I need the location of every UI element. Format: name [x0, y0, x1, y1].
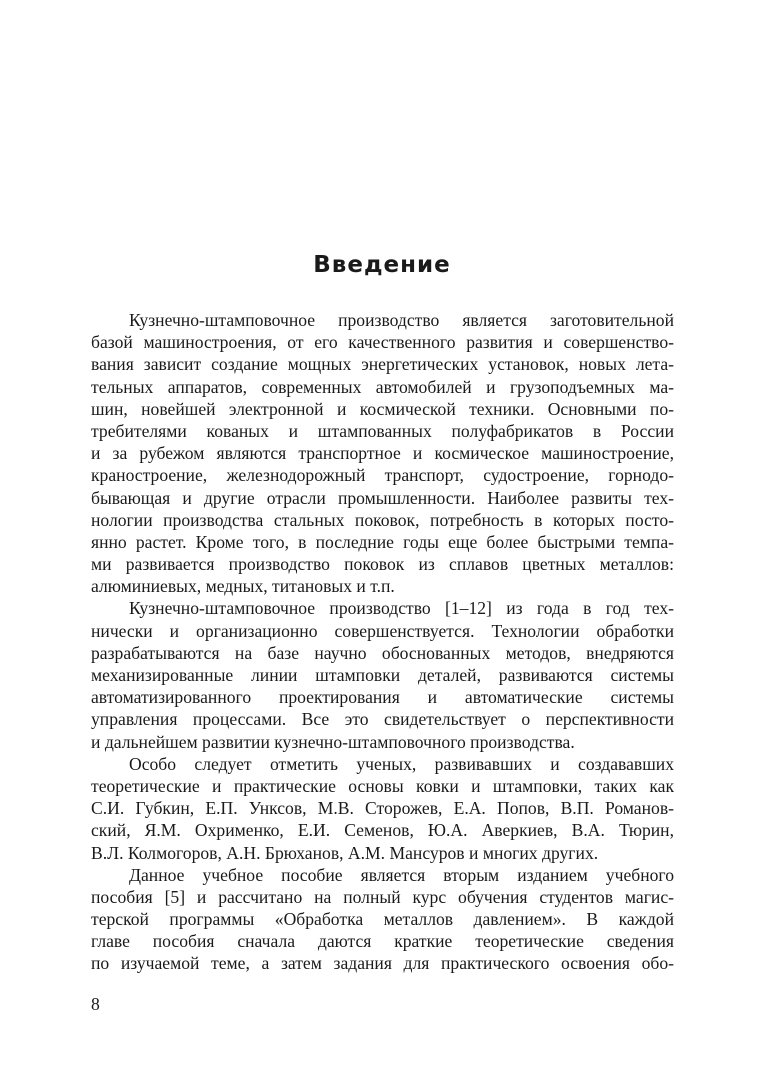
text-line: бывающая и другие отрасли промышленности. Наиболее развиты тех-	[91, 487, 674, 508]
paragraph	[91, 753, 674, 864]
text-line: нически и организационно совершенствуется. Технологии обработки	[91, 620, 674, 641]
text-line: В.Л. Колмогоров, А.Н. Брюханов, А.М. Мансуров и многих других.	[91, 842, 599, 863]
text-line: механизированные линии штамповки деталей, развиваются системы	[91, 665, 674, 685]
text-line: алюминиевых, медных, титановых и т.п.	[91, 576, 395, 597]
text-line: автоматизированного проектирования и автоматические системы	[91, 687, 674, 708]
body-text	[91, 309, 674, 975]
text-line: и за рубежом являются транспортное и космическое машиностроение,	[91, 443, 674, 464]
text-line: нологии производства стальных поковок, потребность в которых посто-	[91, 509, 674, 530]
text-line: Кузнечно-штамповочное производство [1–12] из года в год тех-	[129, 598, 674, 619]
text-line: разрабатываются на базе научно обоснованных методов, внедряются	[91, 642, 674, 663]
text-line: С.И. Губкин, Е.П. Унксов, М.В. Сторожев, Е.А. Попов, В.П. Романов-	[91, 798, 674, 819]
text-line: вания зависит создание мощных энергетических установок, новых лета-	[91, 354, 674, 375]
text-line: ми развивается производство поковок из сплавов цветных металлов:	[91, 554, 674, 575]
paragraph	[91, 864, 674, 975]
text-line: Особо следует отметить ученых, развивавших и создававших	[129, 753, 674, 774]
text-line: Данное учебное пособие является вторым изданием учебного	[129, 864, 674, 885]
text-line: теоретические и практические основы ковки и штамповки, таких как	[91, 775, 674, 796]
text-line: базой машиностроения, от его качественного развития и совершенство-	[91, 332, 674, 353]
text-line: ский, Я.М. Охрименко, Е.И. Семенов, Ю.А. Аверкиев, В.А. Тюрин,	[91, 820, 674, 841]
text-line: главе пособия сначала даются краткие теоретические сведения	[91, 931, 674, 952]
text-line: управления процессами. Все это свидетельствует о перспективности	[91, 709, 674, 730]
text-line: требителями кованых и штампованных полуфабрикатов в России	[91, 420, 674, 441]
text-line: краностроение, железнодорожный транспорт, судостроение, горнодо-	[91, 465, 674, 486]
chapter-title: Введение	[313, 252, 451, 278]
paragraph	[91, 597, 674, 752]
text-line: по изучаемой теме, а затем задания для практического освоения обо-	[91, 953, 674, 974]
paragraph	[91, 309, 674, 597]
text-line: терской программы «Обработка металлов давлением». В каждой	[91, 909, 674, 930]
text-line: пособия [5] и рассчитано на полный курс обучения студентов магис-	[91, 886, 674, 907]
text-line: янно растет. Кроме того, в последние годы еще более быстрыми темпа-	[91, 531, 674, 552]
text-line: Кузнечно-штамповочное производство является заготовительной	[129, 310, 674, 330]
text-line: шин, новейшей электронной и космической техники. Основными по-	[91, 398, 674, 419]
page-number: 8	[91, 994, 100, 1014]
text-line: и дальнейшем развитии кузнечно-штамповочного производства.	[91, 731, 575, 752]
text-line: тельных аппаратов, современных автомобилей и грузоподъемных ма-	[91, 376, 674, 397]
